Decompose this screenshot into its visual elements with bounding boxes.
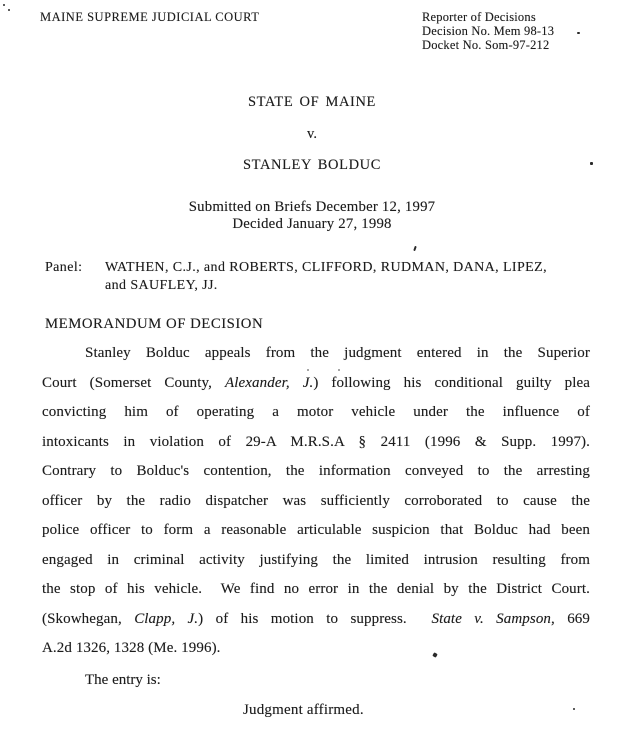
entry-line: The entry is: bbox=[85, 672, 161, 688]
scan-speckle bbox=[338, 369, 340, 371]
memo-line: convicting him of operating a motor vehicle under the influence of bbox=[42, 404, 590, 420]
caption-plaintiff: STATE OF MAINE bbox=[247, 94, 377, 110]
scan-speckle bbox=[590, 162, 593, 165]
decided-date: Decided January 27, 1998 bbox=[232, 216, 392, 232]
panel-names-line2: and SAUFLEY, JJ. bbox=[105, 278, 218, 293]
scan-speckle bbox=[573, 708, 575, 710]
reporter-block bbox=[422, 10, 554, 52]
docket-number: Docket No. Som-97-212 bbox=[422, 38, 550, 52]
caption-versus: v. bbox=[307, 126, 317, 142]
memo-line: Court (Somerset County, Alexander, J.) following his conditional guilty plea bbox=[42, 374, 590, 391]
panel-names-line1: WATHEN, C.J., and ROBERTS, CLIFFORD, RUDMAN, DANA, LIPEZ, bbox=[105, 260, 547, 275]
panel-names bbox=[105, 259, 547, 295]
memo-line: intoxicants in violation of 29-A M.R.S.A § 2411 (1996 & Supp. 1997). bbox=[42, 433, 590, 450]
court-name: MAINE SUPREME JUDICIAL COURT bbox=[40, 10, 260, 24]
memo-line: the stop of his vehicle. We find no error in the denial by the District Court. bbox=[42, 581, 590, 597]
caption-dates bbox=[0, 199, 624, 233]
scan-speckle bbox=[8, 9, 10, 11]
memo-paragraph bbox=[42, 339, 590, 664]
panel-section bbox=[45, 259, 547, 295]
memo-line: (Skowhegan, Clapp, J.) of his motion to suppress. State v. Sampson, 669 bbox=[42, 610, 591, 627]
decision-number: Decision No. Mem 98-13 bbox=[422, 24, 555, 38]
scan-speckle bbox=[413, 246, 417, 251]
scan-speckle bbox=[577, 32, 580, 34]
caption-defendant: STANLEY BOLDUC bbox=[243, 157, 381, 173]
scan-speckle bbox=[307, 369, 309, 371]
memorandum-heading: MEMORANDUM OF DECISION bbox=[45, 316, 264, 332]
panel-label: Panel: bbox=[45, 260, 83, 275]
memo-line: engaged in criminal activity justifying the limited intrusion resulting from bbox=[42, 551, 590, 568]
scan-speckle bbox=[3, 4, 5, 6]
memo-line: Contrary to Bolduc's contention, the information conveyed to the arresting bbox=[42, 463, 590, 479]
judgment-line: Judgment affirmed. bbox=[243, 702, 364, 718]
memo-line: officer by the radio dispatcher was sufficiently corroborated to cause the bbox=[42, 492, 590, 509]
memo-line: A.2d 1326, 1328 (Me. 1996). bbox=[42, 640, 221, 656]
submitted-date: Submitted on Briefs December 12, 1997 bbox=[188, 199, 436, 215]
reporter-line: Reporter of Decisions bbox=[422, 10, 536, 24]
memo-line: Stanley Bolduc appeals from the judgment entered in the Superior bbox=[85, 345, 590, 361]
memo-line: police officer to form a reasonable articulable suspicion that Bolduc had been bbox=[42, 522, 590, 538]
